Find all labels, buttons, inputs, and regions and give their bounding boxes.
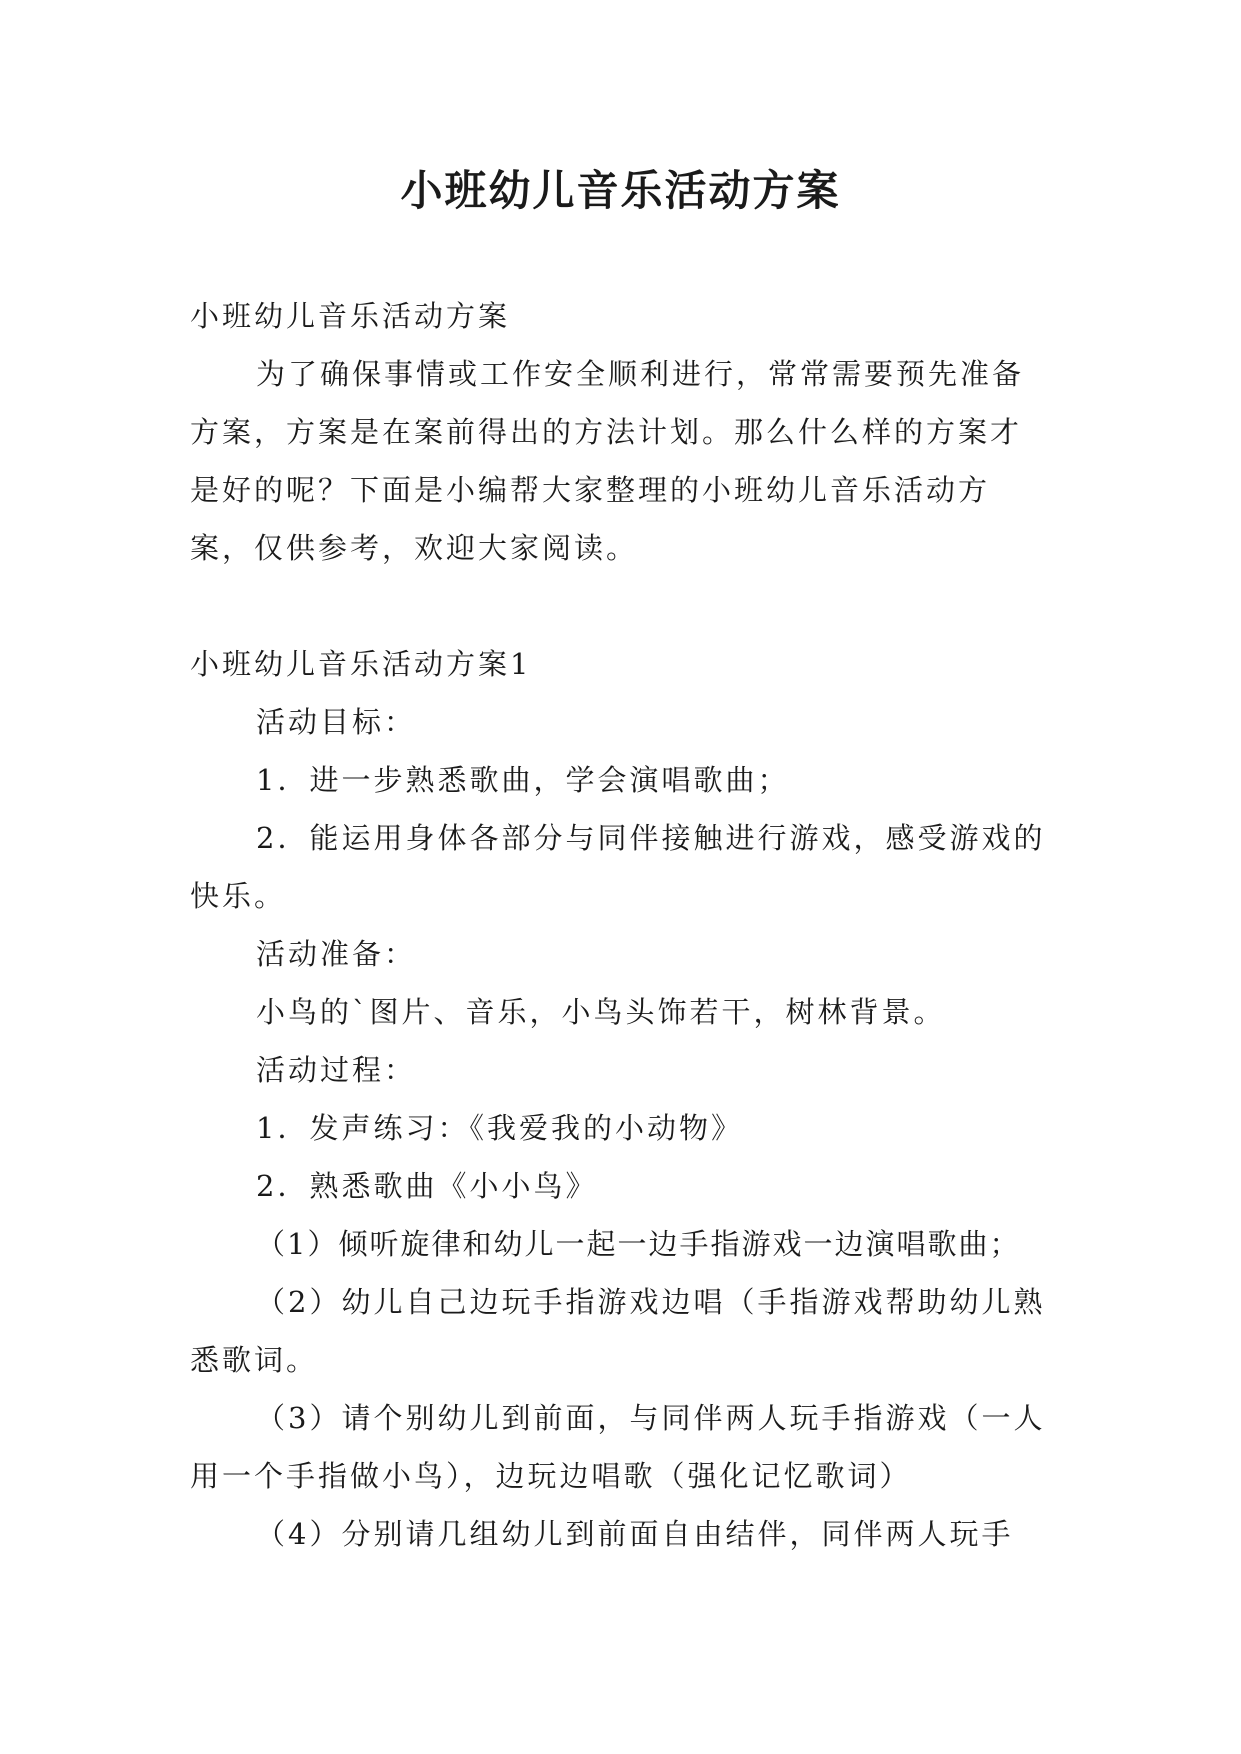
step-item-4: （4）分别请几组幼儿到前面自由结伴，同伴两人玩手 xyxy=(256,1517,1014,1551)
goal-item-1: 1．进一步熟悉歌曲，学会演唱歌曲； xyxy=(256,763,790,797)
document-title: 小班幼儿音乐活动方案 xyxy=(400,166,841,215)
step-item-3: （3）请个别幼儿到前面，与同伴两人玩手指游戏（一人用一个手指做小鸟），边玩边唱歌（强化记忆歌词） xyxy=(190,1401,1046,1493)
process-heading: 活动过程： xyxy=(256,1053,417,1087)
process-item-2: 2．熟悉歌曲《小小鸟》 xyxy=(256,1169,598,1203)
process-item-1: 1．发声练习：《我爱我的小动物》 xyxy=(256,1111,743,1145)
step-item-2: （2）幼儿自己边玩手指游戏边唱（手指游戏帮助幼儿熟悉歌词。 xyxy=(190,1285,1046,1377)
goal-item-2: 2．能运用身体各部分与同伴接触进行游戏，感受游戏的快乐。 xyxy=(190,821,1046,913)
document-body xyxy=(190,287,1050,1563)
section-title: 小班幼儿音乐活动方案1 xyxy=(190,647,532,681)
goal-heading: 活动目标： xyxy=(256,705,417,739)
intro-paragraph: 为了确保事情或工作安全顺利进行，常常需要预先准备方案，方案是在案前得出的方法计划。那么什么样的方案才是好的呢？下面是小编帮大家整理的小班幼儿音乐活动方案，仅供参考，欢迎大家阅读。 xyxy=(190,357,1025,565)
spacer xyxy=(190,577,1050,635)
subtitle: 小班幼儿音乐活动方案 xyxy=(190,299,511,333)
prep-heading: 活动准备： xyxy=(256,937,417,971)
prep-text: 小鸟的`图片、音乐，小鸟头饰若干，树林背景。 xyxy=(256,995,946,1029)
step-item-1: （1）倾听旋律和幼儿一起一边手指游戏一边演唱歌曲； xyxy=(256,1227,1021,1261)
